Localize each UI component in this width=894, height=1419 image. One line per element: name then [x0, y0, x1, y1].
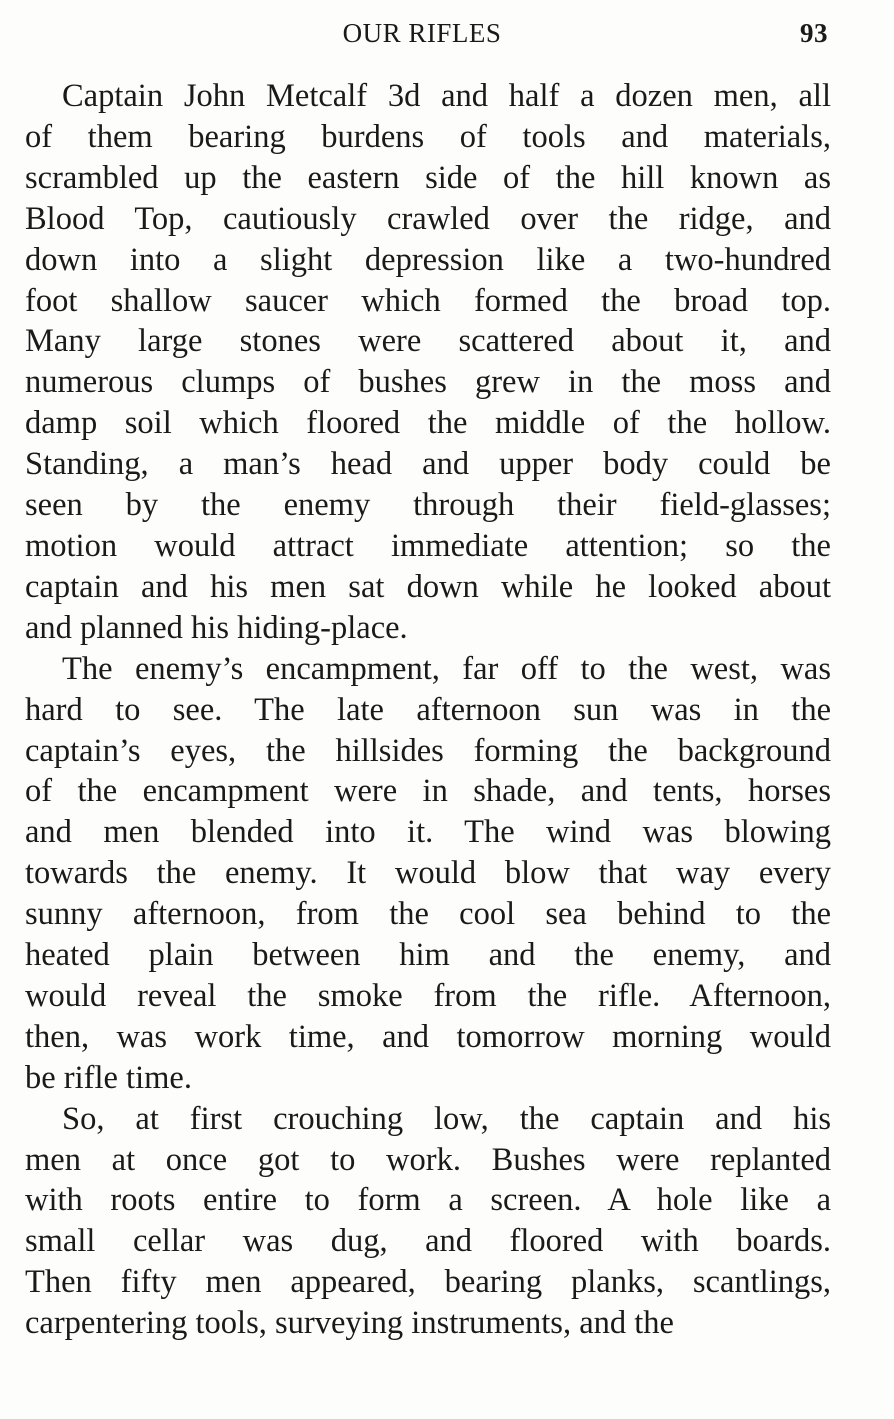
text-line: heated plain between him and the enemy, and: [25, 937, 831, 974]
text-line: scrambled up the eastern side of the hill known as: [25, 159, 831, 196]
paragraph: [25, 649, 831, 1099]
text-line: Captain John Metcalf 3d and half a dozen men, all: [62, 78, 831, 114]
page-number: 93: [800, 18, 828, 48]
text-line: Standing, a man’s head and upper body could be: [25, 446, 831, 483]
body-text: [25, 76, 831, 1344]
text-line: Then fifty men appeared, bearing planks, scantlings,: [25, 1264, 831, 1301]
text-line: Many large stones were scattered about it, and: [25, 323, 831, 360]
text-line: foot shallow saucer which formed the broad top.: [25, 282, 831, 319]
text-line: men at once got to work. Bushes were replanted: [25, 1141, 831, 1178]
text-line: seen by the enemy through their field-glasses;: [25, 487, 831, 524]
text-line: carpentering tools, surveying instruments, and the: [25, 1305, 674, 1342]
paragraph: [25, 1099, 831, 1344]
text-line: towards the enemy. It would blow that way every: [25, 855, 831, 892]
text-line: motion would attract immediate attention; so the: [25, 527, 831, 564]
text-line: of the encampment were in shade, and tents, horses: [25, 773, 831, 810]
text-line: be rifle time.: [25, 1059, 192, 1096]
text-line: captain and his men sat down while he looked about: [25, 568, 831, 605]
text-line: and men blended into it. The wind was blowing: [25, 814, 831, 851]
text-line: So, at first crouching low, the captain and his: [62, 1100, 831, 1137]
text-line: sunny afternoon, from the cool sea behind to the: [25, 896, 831, 933]
text-line: would reveal the smoke from the rifle. Afternoon,: [25, 977, 831, 1014]
text-line: numerous clumps of bushes grew in the moss and: [25, 364, 831, 401]
text-line: and planned his hiding-place.: [25, 609, 408, 646]
text-line: small cellar was dug, and floored with boards.: [25, 1223, 831, 1260]
text-line: down into a slight depression like a two-hundred: [25, 241, 831, 278]
text-line: hard to see. The late afternoon sun was in the: [25, 691, 831, 728]
text-line: with roots entire to form a screen. A hole like a: [25, 1182, 831, 1219]
text-line: of them bearing burdens of tools and materials,: [25, 118, 831, 155]
text-line: The enemy’s encampment, far off to the west, was: [62, 650, 831, 687]
running-head: [0, 14, 894, 54]
text-line: then, was work time, and tomorrow morning would: [25, 1018, 831, 1055]
text-line: damp soil which floored the middle of the hollow.: [25, 405, 831, 442]
text-line: Blood Top, cautiously crawled over the ridge, and: [25, 200, 831, 237]
running-title: OUR RIFLES: [342, 18, 502, 48]
paragraph: [25, 76, 831, 649]
text-line: captain’s eyes, the hillsides forming the background: [25, 732, 831, 769]
